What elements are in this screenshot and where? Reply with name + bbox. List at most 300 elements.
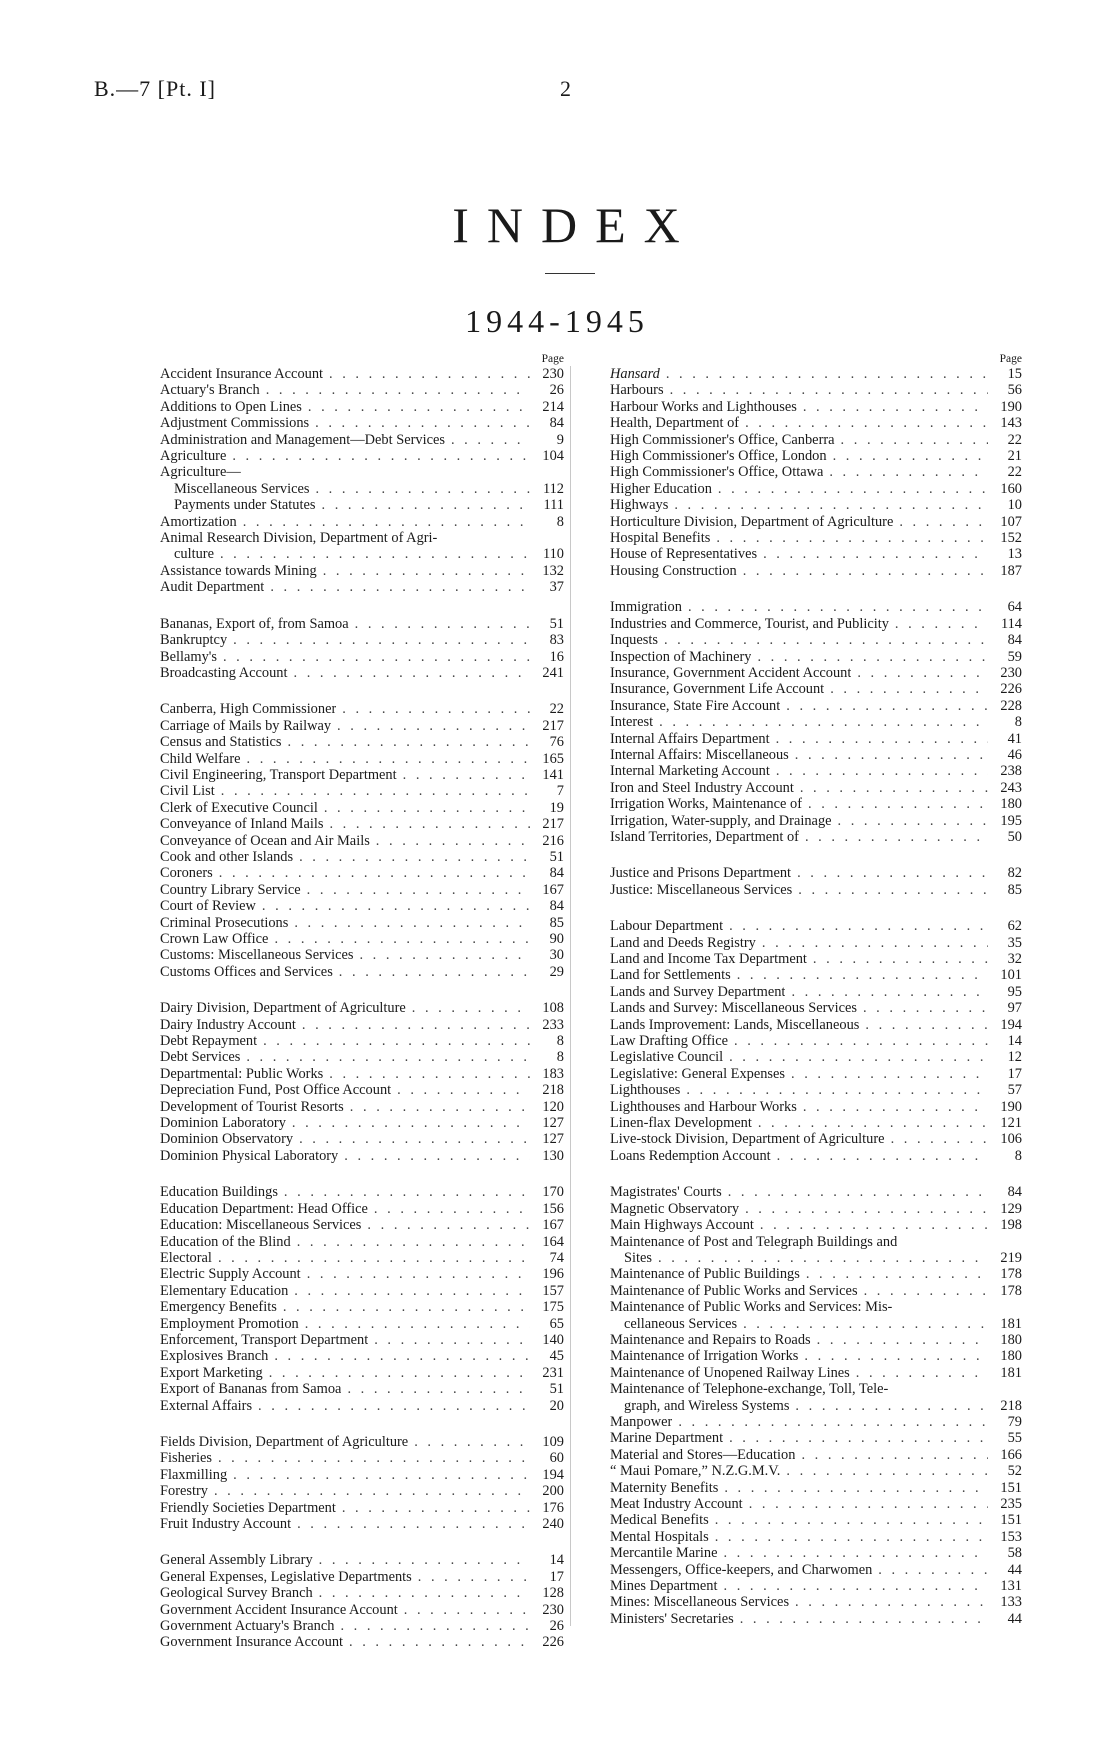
entry-page: 235: [1000, 1496, 1022, 1512]
index-entry: [160, 1066, 564, 1082]
leader-dots: [752, 1115, 988, 1131]
leader-dots: [288, 1283, 530, 1299]
index-entry: [160, 1634, 564, 1650]
page-column-header: Page: [999, 353, 1022, 365]
entry-label: General Assembly Library: [160, 1552, 313, 1569]
entry-page: 9: [556, 431, 564, 448]
entry-label: Bananas, Export of, from Samoa: [160, 615, 349, 632]
leader-dots: [795, 1447, 988, 1463]
entry-page: 218: [542, 1082, 564, 1099]
entry-page: 194: [542, 1466, 564, 1483]
index-entry: [610, 1562, 1022, 1578]
index-entry: [160, 1049, 564, 1065]
leader-dots: [278, 1184, 530, 1200]
entry-page: 160: [1000, 480, 1022, 497]
index-entry: [610, 1000, 1022, 1016]
index-entry: [160, 1000, 564, 1016]
entry-label: Elementary Education: [160, 1282, 289, 1299]
leader-dots: [807, 951, 988, 967]
leader-dots: [885, 1131, 988, 1147]
entry-label: “ Maui Pomare,” N.Z.G.M.V.: [610, 1463, 781, 1480]
entry-page: 30: [549, 947, 564, 964]
entry-page: 110: [542, 546, 564, 563]
index-entry: [160, 1082, 564, 1098]
entry-label: Labour Department: [610, 918, 724, 935]
leader-dots: [824, 681, 988, 697]
leader-dots: [757, 546, 988, 562]
entry-page: 62: [1007, 918, 1022, 935]
leader-dots: [408, 1434, 530, 1450]
index-entry: [610, 1266, 1022, 1282]
entry-label: General Expenses, Legislative Departments: [160, 1568, 412, 1585]
entry-label: Irrigation Works, Maintenance of: [610, 796, 802, 813]
index-entry: [610, 780, 1022, 796]
leader-dots: [799, 829, 988, 845]
entry-page: 76: [549, 734, 564, 751]
leader-dots: [237, 514, 530, 530]
leader-dots: [323, 1066, 530, 1082]
entry-label: Cook and other Islands: [160, 848, 294, 865]
index-entry: [160, 530, 564, 546]
index-entry: [610, 649, 1022, 665]
entry-label: Justice and Prisons Department: [610, 865, 792, 882]
index-entry: [160, 1033, 564, 1049]
entry-label: culture: [174, 546, 214, 563]
index-letter-group: [610, 865, 1022, 898]
index-entry: [610, 1447, 1022, 1463]
leader-dots: [338, 1148, 530, 1164]
index-entry: [610, 714, 1022, 730]
entry-page: 50: [1007, 828, 1022, 845]
leader-dots: [317, 563, 530, 579]
entry-page: 59: [1007, 648, 1022, 665]
index-entry: [160, 1283, 564, 1299]
entry-label: Iron and Steel Industry Account: [610, 779, 794, 796]
entry-label: Inquests: [610, 632, 658, 649]
entry-label: Ministers' Secretaries: [610, 1610, 734, 1627]
index-entry: [610, 796, 1022, 812]
entry-page: 127: [542, 1131, 564, 1148]
leader-dots: [213, 865, 530, 881]
entry-page: 37: [549, 579, 564, 596]
index-entry: [160, 616, 564, 632]
leader-dots: [664, 382, 988, 398]
leader-dots: [437, 530, 530, 546]
entry-page: 20: [549, 1397, 564, 1414]
leader-dots: [293, 1131, 530, 1147]
entry-page: 51: [549, 615, 564, 632]
index-entry: [160, 1099, 564, 1115]
index-entry: [610, 497, 1022, 513]
index-entry: [610, 681, 1022, 697]
leader-dots: [710, 530, 988, 546]
entry-page: 165: [542, 750, 564, 767]
entry-page: 8: [1014, 714, 1022, 731]
entry-page: 238: [1000, 763, 1022, 780]
index-entry: [610, 1529, 1022, 1545]
leader-dots: [291, 1234, 530, 1250]
index-entry: [160, 481, 564, 497]
index-entry: [610, 1234, 1022, 1250]
index-entry: [610, 1033, 1022, 1049]
entry-label: Country Library Service: [160, 881, 301, 898]
entry-page: 90: [549, 931, 564, 947]
entry-label: Linen-flax Development: [610, 1115, 752, 1132]
leader-dots: [832, 813, 988, 829]
entry-page: 178: [1000, 1266, 1022, 1283]
leader-dots: [798, 1348, 988, 1364]
leader-dots: [263, 1365, 530, 1381]
entry-page: 114: [1000, 615, 1022, 632]
entry-label: Dominion Observatory: [160, 1131, 294, 1148]
entry-label: High Commissioner's Office, Canberra: [610, 431, 835, 448]
index-entry: [160, 1115, 564, 1131]
leader-dots: [344, 1099, 530, 1115]
index-entry: [160, 800, 564, 816]
index-entry: [610, 1148, 1022, 1164]
entry-page: 164: [542, 1233, 564, 1250]
entry-page: 14: [549, 1552, 564, 1569]
entry-label: Irrigation, Water-supply, and Drainage: [610, 812, 832, 829]
entry-page: 65: [549, 1315, 564, 1332]
entry-label: Hansard: [610, 366, 660, 382]
entry-page: 15: [1007, 366, 1022, 382]
leader-dots: [785, 1066, 988, 1082]
entry-label: Agriculture—: [160, 464, 241, 481]
index-entry: [610, 951, 1022, 967]
entry-label: Forestry: [160, 1483, 208, 1500]
entry-label: Material and Stores—Education: [610, 1446, 796, 1463]
entry-label: Harbour Works and Lighthouses: [610, 398, 797, 415]
entry-page: 153: [1000, 1528, 1022, 1545]
index-entry: [160, 1250, 564, 1266]
entry-label: Development of Tourist Resorts: [160, 1098, 344, 1115]
leader-dots: [398, 1602, 530, 1618]
index-entry: [610, 1480, 1022, 1496]
leader-dots: [800, 1266, 988, 1282]
entry-label: Customs: Miscellaneous Services: [160, 947, 354, 964]
entry-label: cellaneous Services: [624, 1315, 738, 1332]
entry-page: 132: [542, 562, 564, 579]
leader-dots: [872, 1562, 988, 1578]
leader-dots: [857, 1000, 988, 1016]
entry-page: 111: [543, 497, 564, 514]
entry-page: [988, 1381, 1022, 1397]
index-entry: [160, 1398, 564, 1414]
index-entry: [610, 563, 1022, 579]
index-entry: [160, 915, 564, 931]
index-entry: [610, 1578, 1022, 1594]
entry-label: Magistrates' Courts: [610, 1184, 722, 1201]
index-entry: [610, 1430, 1022, 1446]
leader-dots: [301, 882, 530, 898]
entry-page: 180: [1000, 796, 1022, 813]
leader-dots: [802, 796, 988, 812]
entry-label: Education: Miscellaneous Services: [160, 1217, 362, 1234]
index-letter-group: [610, 918, 1022, 1164]
entry-label: Live-stock Division, Department of Agriculture: [610, 1131, 885, 1148]
leader-dots: [728, 1033, 988, 1049]
index-entry: [160, 432, 564, 448]
leader-dots: [791, 865, 988, 881]
entry-label: Legislative Council: [610, 1049, 724, 1066]
index-entry: [610, 632, 1022, 648]
column-divider: [570, 366, 571, 1626]
entry-page: 44: [1007, 1561, 1022, 1578]
leader-dots: [653, 714, 988, 730]
entry-page: 85: [1007, 881, 1022, 898]
entry-page: 45: [549, 1348, 564, 1365]
index-entry: [610, 1316, 1022, 1332]
leader-dots: [737, 563, 988, 579]
entry-page: 101: [1000, 967, 1022, 984]
index-entry: [160, 1217, 564, 1233]
leader-dots: [268, 931, 530, 947]
leader-dots: [318, 800, 530, 816]
entry-page: 8: [556, 1033, 564, 1050]
entry-label: graph, and Wireless Systems: [624, 1397, 790, 1414]
entry-label: Canberra, High Commissioner: [160, 701, 337, 718]
leader-dots: [241, 464, 530, 480]
entry-label: Hospital Benefits: [610, 530, 711, 547]
leader-dots: [709, 1529, 988, 1545]
entry-page: 130: [542, 1147, 564, 1164]
entry-page: 51: [549, 848, 564, 865]
entry-page: 108: [542, 1000, 564, 1017]
entry-label: Criminal Prosecutions: [160, 914, 289, 931]
entry-page: 175: [542, 1299, 564, 1316]
entry-page: 240: [542, 1516, 564, 1532]
entry-label: Government Insurance Account: [160, 1634, 344, 1651]
index-entry: [160, 1500, 564, 1516]
entry-label: Civil Engineering, Transport Department: [160, 766, 397, 783]
index-entry: [160, 718, 564, 734]
entry-page: 17: [1007, 1065, 1022, 1082]
entry-page: 83: [549, 632, 564, 649]
year-range: 1944-1945: [465, 303, 649, 339]
entry-page: 26: [549, 1618, 564, 1635]
entry-label: Carriage of Mails by Railway: [160, 717, 332, 734]
entry-label: Highways: [610, 497, 669, 514]
leader-dots: [368, 1332, 530, 1348]
entry-page: 230: [1000, 664, 1022, 681]
entry-page: 112: [542, 480, 564, 497]
entry-page: 57: [1007, 1082, 1022, 1099]
entry-page: 231: [542, 1364, 564, 1381]
leader-dots: [445, 432, 530, 448]
index-entry: [160, 898, 564, 914]
entry-label: Higher Education: [610, 480, 712, 497]
entry-page: 60: [549, 1450, 564, 1467]
entry-page: 178: [1000, 1282, 1022, 1299]
index-entry: [610, 1049, 1022, 1065]
index-letter-group: [610, 366, 1022, 579]
entry-page: 35: [1007, 934, 1022, 951]
entry-label: House of Representatives: [610, 546, 758, 563]
leader-dots: [794, 780, 988, 796]
entry-page: 46: [1007, 746, 1022, 763]
entry-label: Conveyance of Inland Mails: [160, 816, 324, 833]
entry-label: Magnetic Observatory: [610, 1200, 740, 1217]
entry-label: Electric Supply Account: [160, 1266, 301, 1283]
index-entry: [610, 1398, 1022, 1414]
leader-dots: [341, 1381, 530, 1397]
entry-label: Maintenance of Telephone-exchange, Toll, Tele-: [610, 1381, 889, 1398]
entry-page: 183: [542, 1065, 564, 1082]
leader-dots: [737, 1316, 988, 1332]
entry-page: 131: [1000, 1578, 1022, 1595]
entry-page: 84: [1007, 632, 1022, 649]
leader-dots: [827, 448, 988, 464]
index-letter-group: [160, 1434, 564, 1532]
entry-page: 140: [542, 1331, 564, 1348]
leader-dots: [712, 481, 988, 497]
entry-label: Internal Affairs Department: [610, 730, 770, 747]
entry-page: 106: [1000, 1131, 1022, 1148]
entry-page: 58: [1007, 1545, 1022, 1562]
entry-label: Accident Insurance Account: [160, 366, 324, 382]
entry-page: 107: [1000, 513, 1022, 530]
index-entry: [610, 481, 1022, 497]
entry-label: Friendly Societies Department: [160, 1499, 336, 1516]
index-entry: [160, 1201, 564, 1217]
entry-page: 51: [549, 1381, 564, 1398]
index-entry: [610, 1115, 1022, 1131]
leader-dots: [723, 918, 988, 934]
leader-dots: [789, 1594, 988, 1610]
index-entry: [610, 829, 1022, 845]
entry-page: 151: [1000, 1479, 1022, 1496]
entry-page: 74: [549, 1249, 564, 1266]
index-entry: [610, 1381, 1022, 1397]
index-entry: [160, 1017, 564, 1033]
entry-label: Bankruptcy: [160, 632, 228, 649]
entry-page: 195: [1000, 812, 1022, 829]
leader-dots: [336, 701, 530, 717]
entry-page: 157: [542, 1282, 564, 1299]
entry-page: 55: [1007, 1430, 1022, 1447]
entry-page: 167: [542, 881, 564, 898]
index-entry: [610, 731, 1022, 747]
leader-dots: [780, 1463, 988, 1479]
index-entry: [610, 464, 1022, 480]
entry-label: Insurance, Government Life Account: [610, 681, 825, 698]
entry-label: Interest: [610, 714, 654, 731]
leader-dots: [756, 935, 988, 951]
entry-page: 181: [1000, 1315, 1022, 1332]
index-letter-group: [160, 1000, 564, 1164]
entry-label: Land and Income Tax Department: [610, 951, 807, 967]
entry-page: 44: [1007, 1610, 1022, 1627]
entry-page: 22: [549, 701, 564, 718]
entry-page: 8: [1014, 1147, 1022, 1164]
entry-page: 228: [1000, 697, 1022, 714]
leader-dots: [897, 1234, 988, 1250]
leader-dots: [226, 448, 530, 464]
index-letter-group: [160, 1552, 564, 1650]
index-entry: [160, 1552, 564, 1568]
entry-label: Marine Department: [610, 1430, 724, 1447]
entry-page: 230: [542, 1601, 564, 1618]
index-entry: [160, 751, 564, 767]
entry-label: Bellamy's: [160, 648, 217, 665]
index-entry: [160, 1602, 564, 1618]
index-entry: [610, 918, 1022, 934]
entry-page: 196: [542, 1266, 564, 1283]
leader-dots: [296, 1017, 530, 1033]
leader-dots: [299, 1316, 530, 1332]
entry-label: Lands and Survey Department: [610, 983, 786, 1000]
leader-dots: [823, 464, 988, 480]
entry-label: Legislative: General Expenses: [610, 1065, 786, 1082]
entry-label: Explosives Branch: [160, 1348, 269, 1365]
index-entry: [610, 599, 1022, 615]
index-entry: [160, 1332, 564, 1348]
index-entry: [160, 1234, 564, 1250]
entry-label: Flaxmilling: [160, 1466, 228, 1483]
entry-page: 21: [1007, 448, 1022, 465]
entry-page: [530, 530, 564, 546]
leader-dots: [353, 947, 530, 963]
index-entry: [610, 1496, 1022, 1512]
entry-page: 176: [542, 1499, 564, 1516]
index-entry: [610, 1066, 1022, 1082]
index-entry: [610, 432, 1022, 448]
entry-page: 187: [1000, 562, 1022, 579]
entry-page: 181: [1000, 1364, 1022, 1381]
leader-dots: [241, 751, 531, 767]
entry-label: Maintenance of Post and Telegraph Buildings and: [610, 1233, 898, 1250]
index-entry: [610, 935, 1022, 951]
entry-label: Education Department: Head Office: [160, 1200, 368, 1217]
entry-label: Law Drafting Office: [610, 1033, 729, 1050]
leader-dots: [751, 649, 988, 665]
entry-label: High Commissioner's Office, Ottawa: [610, 464, 824, 481]
index-entry: [160, 1184, 564, 1200]
leader-dots: [406, 1000, 530, 1016]
leader-dots: [227, 1467, 530, 1483]
entry-page: 143: [1000, 415, 1022, 432]
leader-dots: [208, 1483, 530, 1499]
leader-dots: [797, 399, 988, 415]
entry-label: Lands and Survey: Miscellaneous Services: [610, 1000, 857, 1017]
entry-label: Audit Department: [160, 579, 265, 596]
entry-label: Maintenance of Public Buildings: [610, 1266, 800, 1283]
index-entry: [610, 546, 1022, 562]
leader-dots: [892, 1299, 988, 1315]
index-entry: [160, 1266, 564, 1282]
entry-page: 7: [556, 783, 564, 800]
entry-label: Lighthouses and Harbour Works: [610, 1098, 797, 1115]
leader-dots: [709, 1512, 988, 1528]
entry-page: 29: [549, 963, 564, 980]
entry-page: 32: [1007, 951, 1022, 967]
entry-label: Administration and Management—Debt Services: [160, 431, 445, 448]
index-entry: [160, 1365, 564, 1381]
entry-page: 8: [556, 513, 564, 530]
leader-dots: [792, 882, 988, 898]
leader-dots: [302, 399, 530, 415]
index-entry: [610, 448, 1022, 464]
entry-page: 129: [1000, 1200, 1022, 1217]
entry-page: 95: [1007, 983, 1022, 1000]
entry-label: Court of Review: [160, 898, 256, 915]
index-entry: [160, 1467, 564, 1483]
entry-page: 10: [1007, 497, 1022, 514]
index-entry: [610, 1283, 1022, 1299]
leader-dots: [723, 1049, 988, 1065]
entry-label: Fields Division, Department of Agriculture: [160, 1433, 409, 1450]
